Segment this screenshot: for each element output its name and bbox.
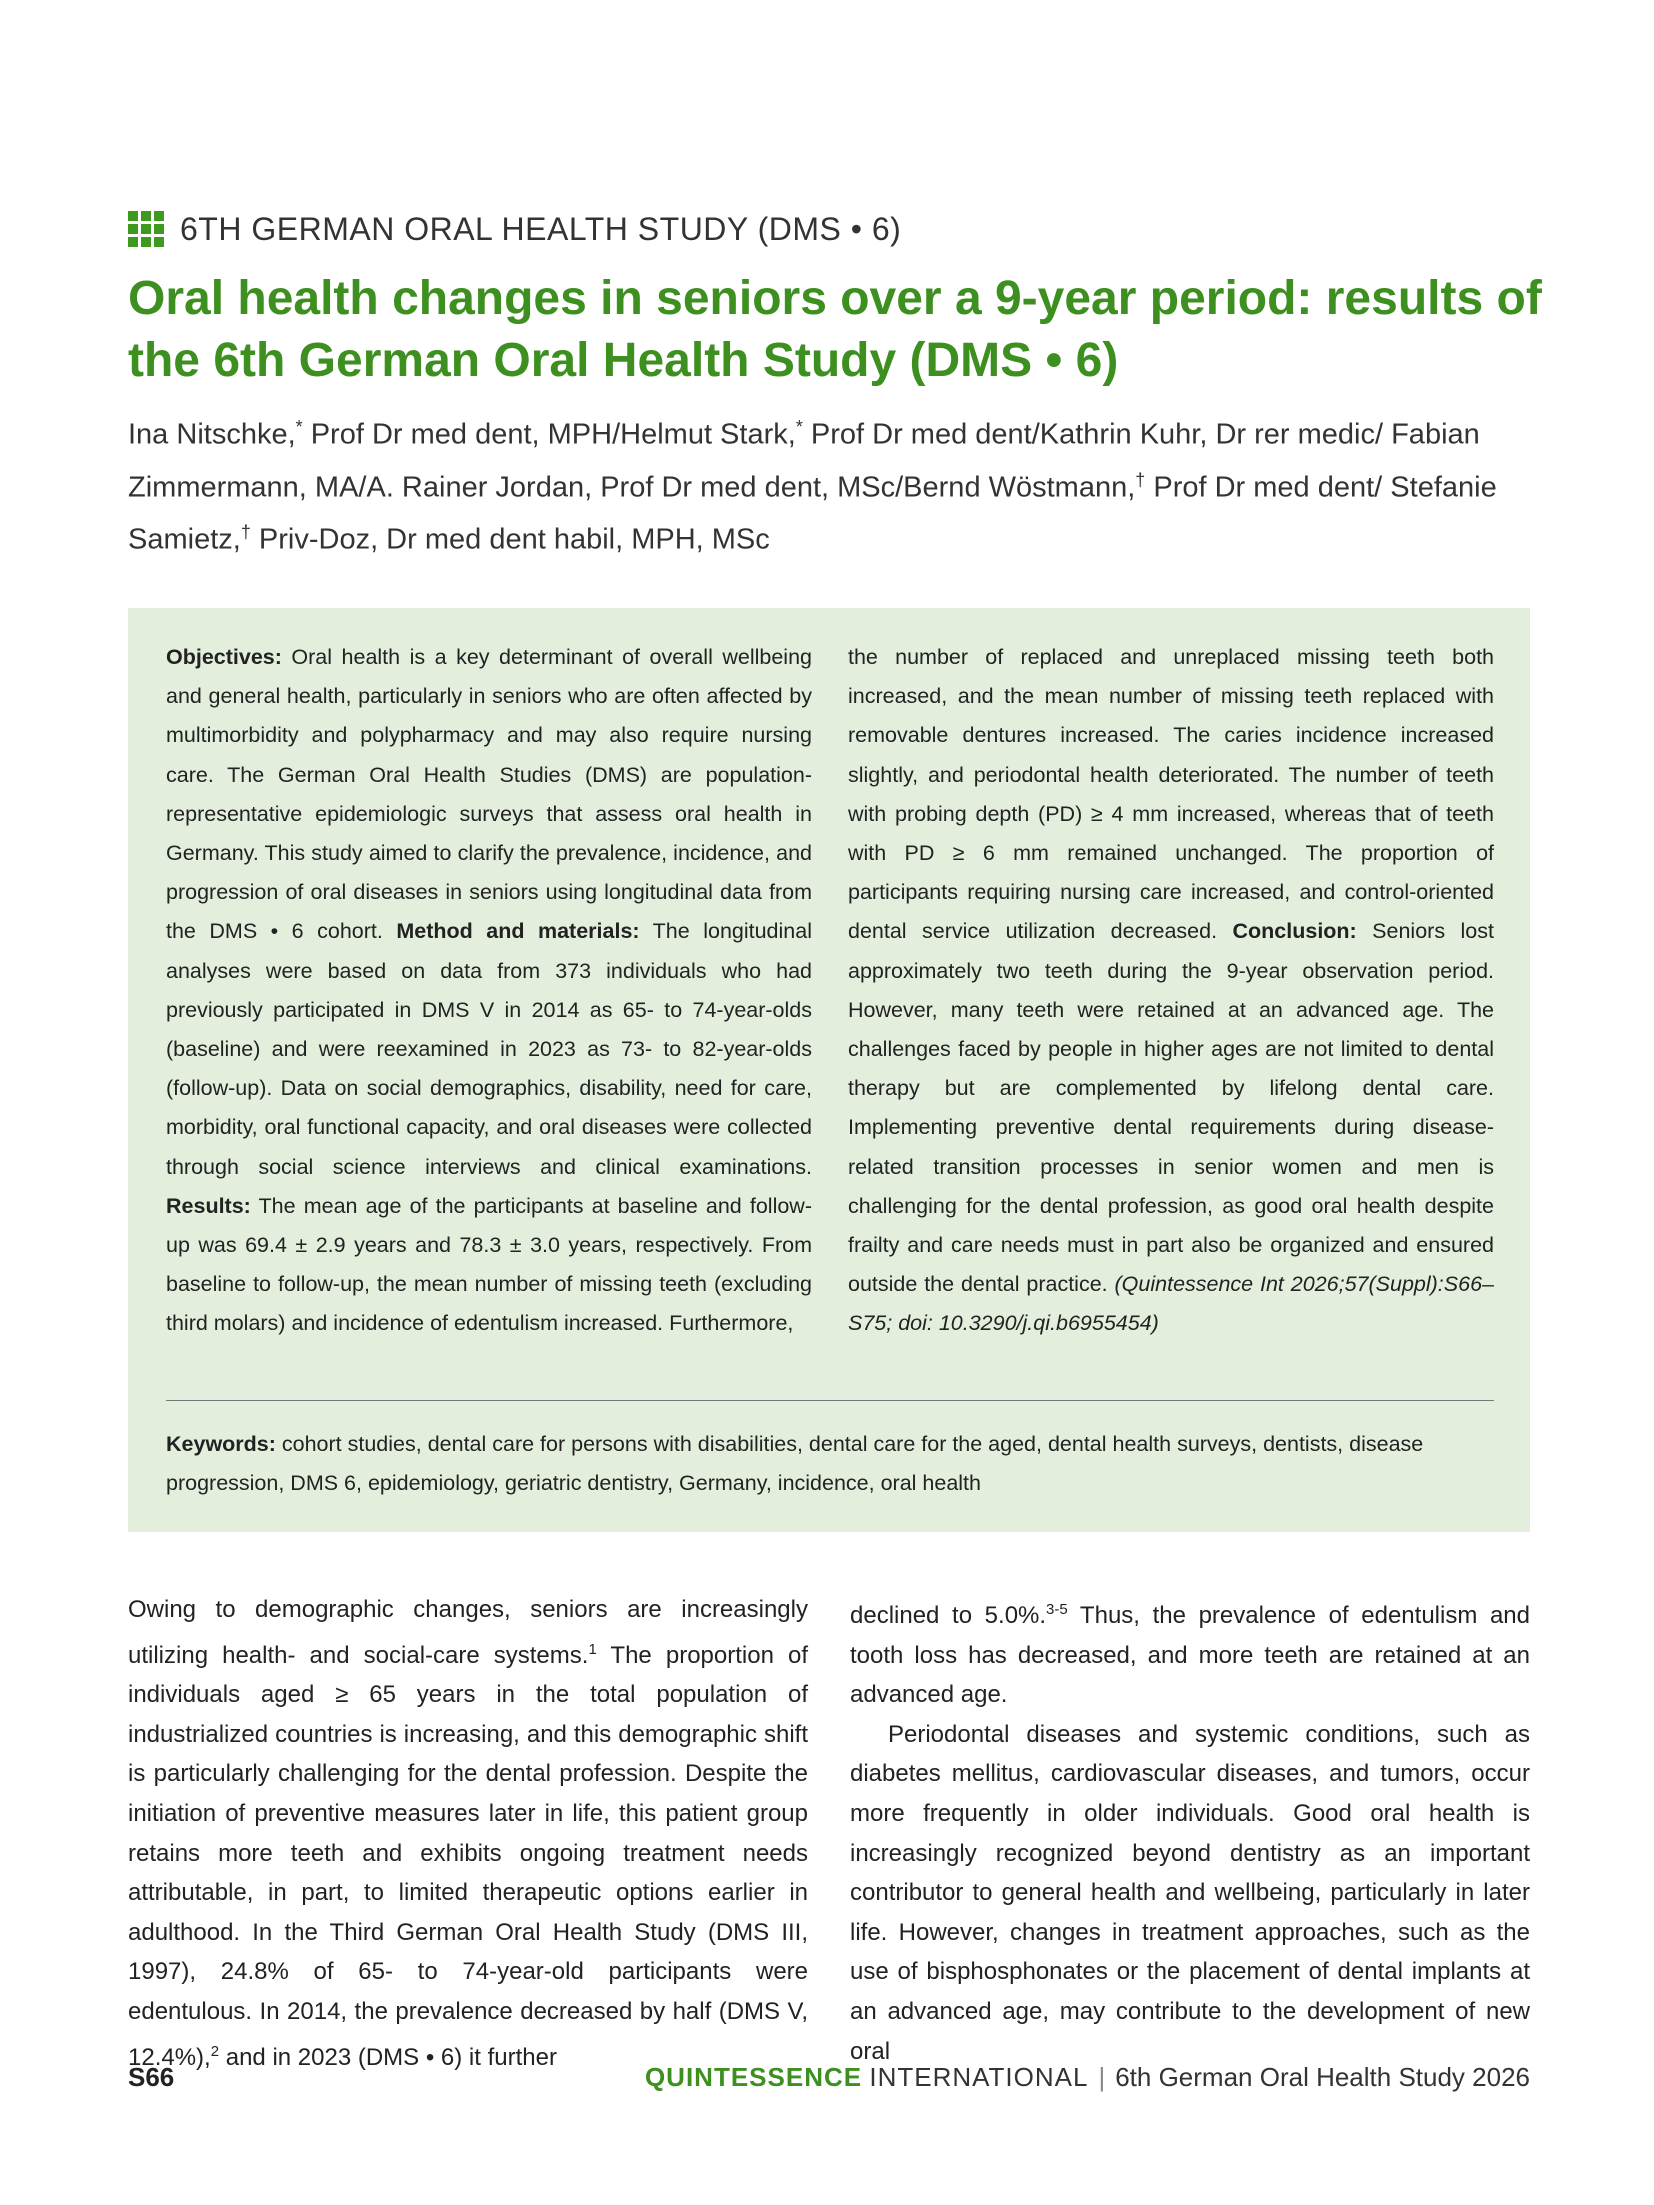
page-number: S66 [128, 2062, 175, 2092]
reference-marker[interactable]: 3-5 [1046, 1601, 1068, 1618]
kicker-text: 6TH GERMAN ORAL HEALTH STUDY (DMS • 6) [180, 210, 902, 247]
abstract-column-right [848, 638, 1494, 1344]
reference-marker[interactable]: 2 [210, 2042, 220, 2060]
methods-label: Method and materials: [396, 919, 640, 944]
body-paragraph: declined to 5.0%.$^{3-5}$ Thus, the prevalence of edentulism and tooth loss has decreased, and more teeth are retained at an advanced age. [850, 1601, 1530, 1709]
author-list: Ina Nitschke,* Prof Dr med dent, MPH/Helmut Stark,* Prof Dr med dent/Kathrin Kuhr, Dr rer medic/ Fabian Zimmermann, MA/A. Rainer Jordan, Prof Dr med dent, MSc/Bernd Wöstmann,† Prof Dr med dent/ Stefanie Samietz,† Priv-Doz, Dr med dent habil, MPH, MSc [128, 417, 1497, 556]
conclusion-text: Seniors lost approximately two teeth during the 9-year observation period. However, many teeth were retained at an advanced age. The challenges faced by people in higher ages are not limited to dental therapy but are complemented by lifelong dental care. Implementing preventive dental requirements during disease-related transition processes in senior women and men is challenging for the dental profession, as good oral health despite frailty and care needs must in part also be organized and ensured outside the dental practice. [848, 919, 1494, 1297]
citation: (Quintessence Int 2026;57(Suppl):S66–S75; doi: 10.3290/j.qi.b6955454) [848, 1272, 1494, 1336]
body-column-right [850, 1590, 1530, 2071]
keywords-label: Keywords: [166, 1432, 276, 1456]
journal-info: 6th German Oral Health Study 2026 [1115, 2062, 1530, 2092]
keywords [166, 1425, 1494, 1503]
article-title: Oral health changes in seniors over a 9-year period: results of the 6th German Oral Health Study (DMS • 6) [128, 272, 1542, 387]
body-column-left [128, 1590, 808, 2077]
journal-brand-rest: INTERNATIONAL [869, 2062, 1089, 2092]
keywords-text: cohort studies, dental care for persons with disabilities, dental care for the aged, dental health surveys, dentists, disease progression, DMS 6, epidemiology, geriatric dentistry, Germany, incidence, oral health [166, 1432, 1424, 1496]
reference-marker[interactable]: 1 [588, 1640, 597, 1658]
body-paragraph: Periodontal diseases and systemic conditions, such as diabetes mellitus, cardiovascular diseases, and tumors, occur more frequently in older individuals. Good oral health is increasingly recognized beyond dentistry as an important contributor to general health and wellbeing, particularly in later life. However, changes in treatment approaches, such as the use of bisphosphonates or the placement of dental implants at an advanced age, may contribute to the development of new oral [850, 1720, 1530, 2065]
journal-brand: QUINTESSENCE [644, 2062, 863, 2092]
abstract-divider [166, 1400, 1494, 1401]
body-paragraph: Owing to demographic changes, seniors are increasingly utilizing health- and social-care systems.$^1$ The proportion of individuals aged ≥ 65 years in the total population of industrialized countries is increasing, and this demographic shift is particularly challenging for the dental profession. Despite the initiation of preventive measures later in life, this patient group retains more teeth and exhibits ongoing treatment needs attributable, in part, to limited therapeutic options earlier in adulthood. In the Third German Oral Health Study (DMS III, 1997), 24.8% of 65- to 74-year-old participants were edentulous. In 2014, the prevalence decreased by half (DMS V, 12.4%),$^2$ and in 2023 (DMS • 6) it further [128, 1596, 809, 2071]
results-text-continued: the number of replaced and unreplaced missing teeth both increased, and the mean number of missing teeth replaced with removable dentures increased. The caries incidence increased slightly, and periodontal health deteriorated. The number of teeth with probing depth (PD) ≥ 4 mm increased, whereas that of teeth with PD ≥ 6 mm remained unchanged. The proportion of participants requiring nursing care increased, and control-oriented dental service utilization decreased. [848, 645, 1494, 944]
conclusion-label: Conclusion: [1232, 919, 1357, 944]
results-label: Results: [166, 1193, 251, 1218]
journal-footer [645, 2062, 1530, 2093]
objectives-text: Oral health is a key determinant of overall wellbeing and general health, particularly in seniors who are often affected by multimorbidity and polypharmacy and may also require nursing care. The German Oral Health Studies (DMS) are population-representative epidemiologic surveys that assess oral health in Germany. This study aimed to clarify the prevalence, incidence, and progression of oral diseases in seniors using longitudinal data from the DMS • 6 cohort. [166, 645, 812, 944]
methods-text: The longitudinal analyses were based on data from 373 individuals who had previously participated in DMS V in 2014 as 65- to 74-year-olds (baseline) and were reexamined in 2023 as 73- to 82-year-olds (follow-up). Data on social demographics, disability, need for care, morbidity, oral functional capacity, and oral diseases were collected through social science interviews and clinical examinations. [166, 919, 812, 1179]
abstract-box [128, 608, 1530, 1532]
grid-icon [128, 211, 164, 247]
results-text: The mean age of the participants at baseline and follow-up was 69.4 ± 2.9 years and 78.3 ± 3.0 years, respectively. From baseline to follow-up, the mean number of missing teeth (excluding third molars) and incidence of edentulism increased. Furthermore, [166, 1193, 812, 1336]
objectives-label: Objectives: [166, 645, 282, 669]
abstract-column-left [166, 638, 812, 1344]
section-kicker [128, 204, 901, 254]
footer-separator: | [1098, 2062, 1106, 2092]
page-footer [128, 2062, 1530, 2102]
